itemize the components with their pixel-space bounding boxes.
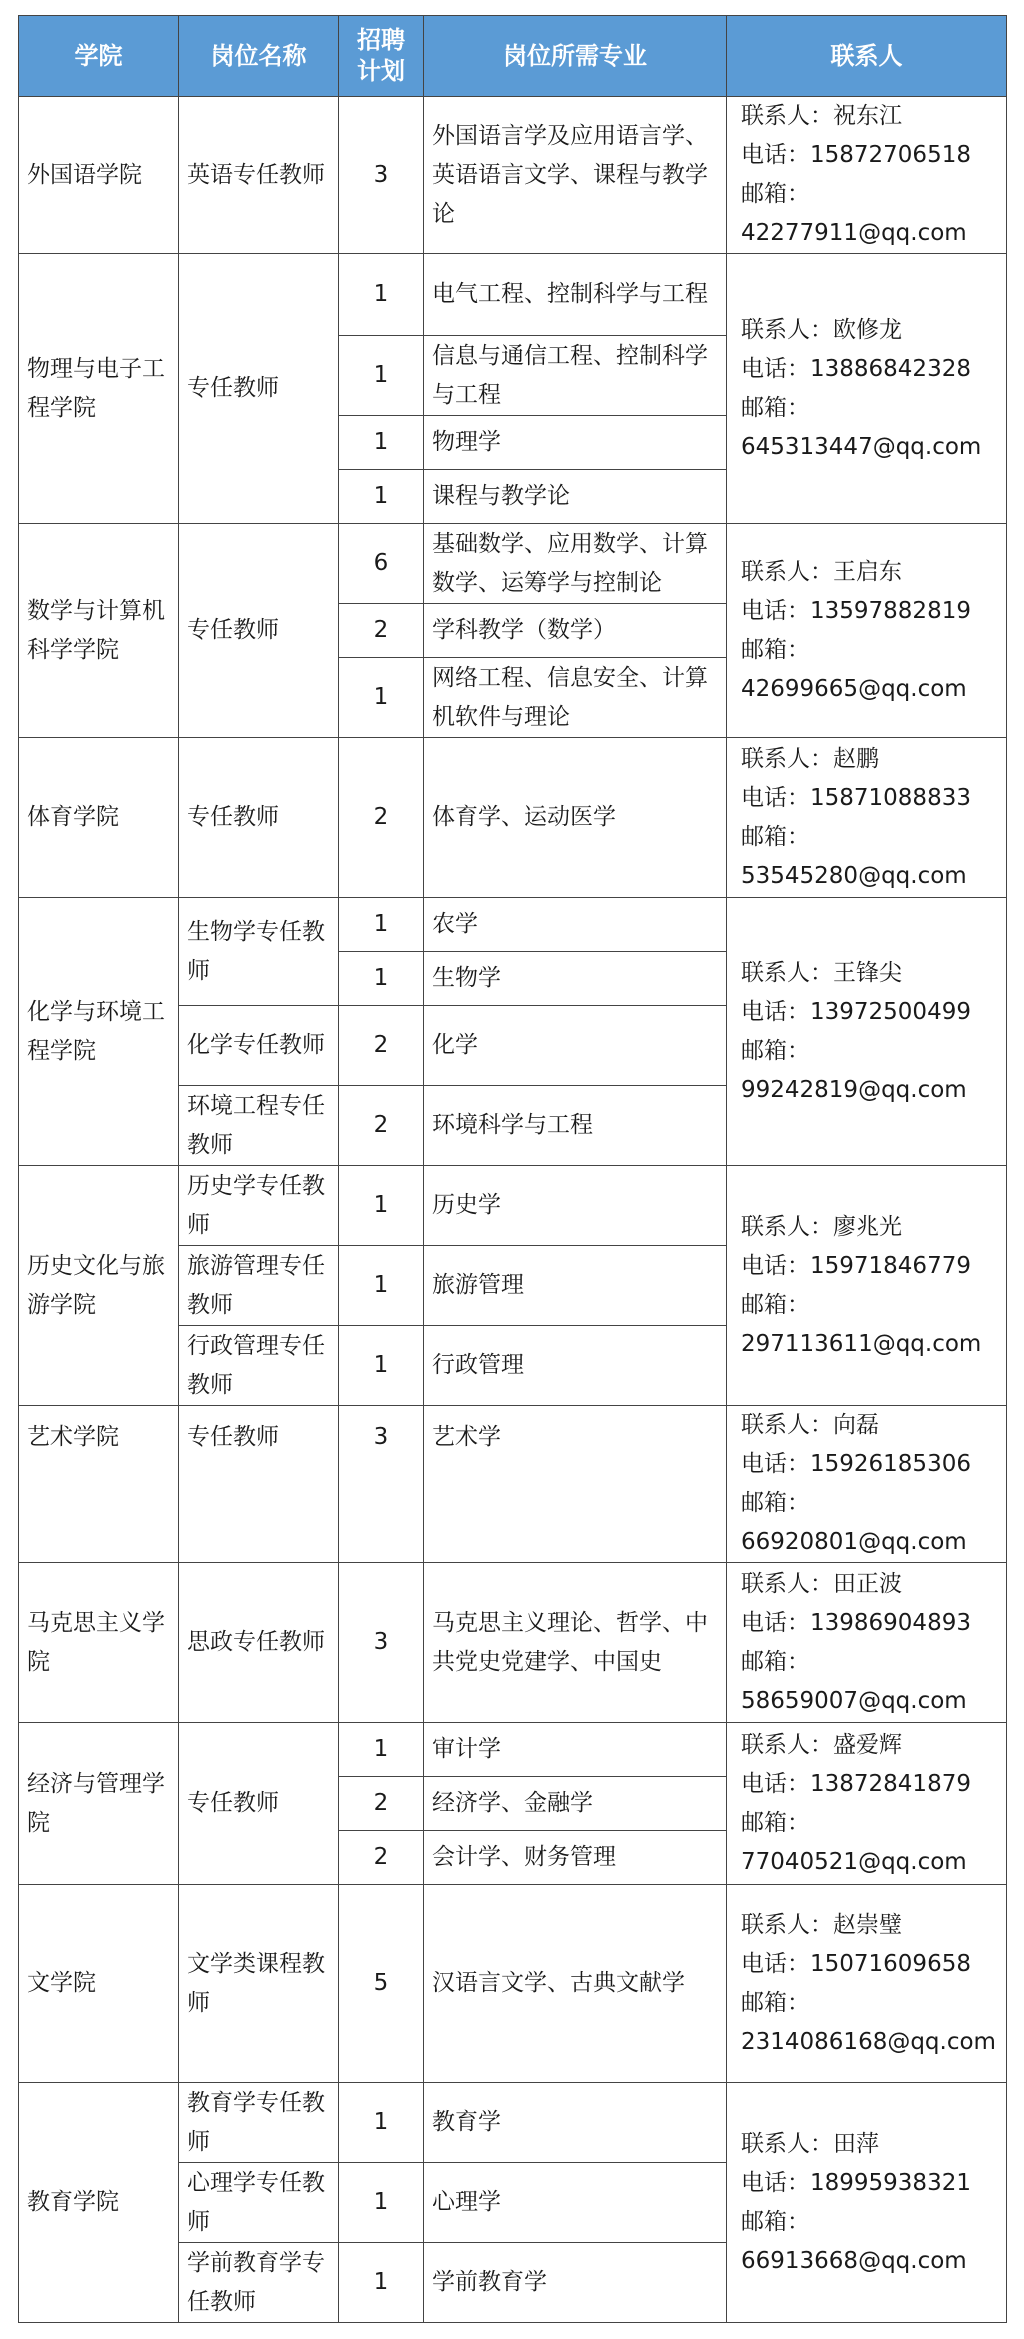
position-cell: 历史学专任教师 <box>179 1166 339 1246</box>
plan-cell: 1 <box>339 254 424 336</box>
position-cell: 生物学专任教师 <box>179 898 339 1006</box>
position-cell: 行政管理专任教师 <box>179 1326 339 1406</box>
major-cell: 审计学 <box>424 1723 727 1777</box>
table-row <box>19 97 1007 254</box>
position-cell: 专任教师 <box>179 1723 339 1885</box>
plan-cell: 2 <box>339 1777 424 1831</box>
college-cell: 化学与环境工程学院 <box>19 898 179 1166</box>
college-cell: 艺术学院 <box>19 1406 179 1563</box>
major-cell: 行政管理 <box>424 1326 727 1406</box>
major-cell: 农学 <box>424 898 727 952</box>
major-cell: 心理学 <box>424 2163 727 2243</box>
plan-cell: 3 <box>339 97 424 254</box>
plan-cell: 2 <box>339 738 424 898</box>
plan-cell: 5 <box>339 1885 424 2083</box>
contact-cell: 联系人：欧修龙 电话：13886842328 邮箱： 645313447@qq.com <box>727 254 1007 524</box>
major-cell: 网络工程、信息安全、计算机软件与理论 <box>424 658 727 738</box>
contact-cell: 联系人：盛爱辉 电话：13872841879 邮箱： 77040521@qq.com <box>727 1723 1007 1885</box>
major-cell: 学科教学（数学） <box>424 604 727 658</box>
position-cell: 心理学专任教师 <box>179 2163 339 2243</box>
major-cell: 信息与通信工程、控制科学与工程 <box>424 336 727 416</box>
plan-cell: 1 <box>339 416 424 470</box>
college-cell: 教育学院 <box>19 2083 179 2323</box>
position-cell: 文学类课程教师 <box>179 1885 339 2083</box>
major-cell: 汉语言文学、古典文献学 <box>424 1885 727 2083</box>
contact-cell: 联系人：田萍 电话：18995938321 邮箱： 66913668@qq.com <box>727 2083 1007 2323</box>
contact-cell: 联系人：廖兆光 电话：15971846779 邮箱： 297113611@qq.com <box>727 1166 1007 1406</box>
major-cell: 会计学、财务管理 <box>424 1831 727 1885</box>
position-cell: 专任教师 <box>179 524 339 738</box>
table-header-row <box>19 16 1007 97</box>
plan-cell: 1 <box>339 2163 424 2243</box>
major-cell: 体育学、运动医学 <box>424 738 727 898</box>
recruitment-table-container <box>18 15 1006 2323</box>
contact-cell: 联系人：王启东 电话：13597882819 邮箱： 42699665@qq.com <box>727 524 1007 738</box>
position-cell: 专任教师 <box>179 738 339 898</box>
table-row <box>19 898 1007 952</box>
plan-cell: 1 <box>339 1723 424 1777</box>
header-contact: 联系人 <box>727 16 1007 97</box>
position-cell: 学前教育学专任教师 <box>179 2243 339 2323</box>
major-cell: 旅游管理 <box>424 1246 727 1326</box>
major-cell: 基础数学、应用数学、计算数学、运筹学与控制论 <box>424 524 727 604</box>
header-major: 岗位所需专业 <box>424 16 727 97</box>
college-cell: 历史文化与旅游学院 <box>19 1166 179 1406</box>
table-row <box>19 1166 1007 1246</box>
plan-cell: 6 <box>339 524 424 604</box>
plan-cell: 2 <box>339 1831 424 1885</box>
position-cell: 专任教师 <box>179 254 339 524</box>
plan-cell: 3 <box>339 1406 424 1563</box>
contact-cell: 联系人：王锋尖 电话：13972500499 邮箱： 99242819@qq.com <box>727 898 1007 1166</box>
position-cell: 思政专任教师 <box>179 1563 339 1723</box>
contact-cell: 联系人：田正波 电话：13986904893 邮箱： 58659007@qq.com <box>727 1563 1007 1723</box>
table-row <box>19 1723 1007 1777</box>
college-cell: 文学院 <box>19 1885 179 2083</box>
major-cell: 经济学、金融学 <box>424 1777 727 1831</box>
major-cell: 马克思主义理论、哲学、中共党史党建学、中国史 <box>424 1563 727 1723</box>
header-college: 学院 <box>19 16 179 97</box>
major-cell: 艺术学 <box>424 1406 727 1563</box>
major-cell: 环境科学与工程 <box>424 1086 727 1166</box>
plan-cell: 1 <box>339 2243 424 2323</box>
table-row <box>19 254 1007 336</box>
plan-cell: 1 <box>339 898 424 952</box>
contact-cell: 联系人：赵鹏 电话：15871088833 邮箱： 53545280@qq.com <box>727 738 1007 898</box>
college-cell: 马克思主义学院 <box>19 1563 179 1723</box>
plan-cell: 1 <box>339 2083 424 2163</box>
table-row <box>19 1563 1007 1723</box>
table-row <box>19 1885 1007 2083</box>
position-cell: 环境工程专任教师 <box>179 1086 339 1166</box>
position-cell: 化学专任教师 <box>179 1006 339 1086</box>
header-plan: 招聘 计划 <box>339 16 424 97</box>
major-cell: 学前教育学 <box>424 2243 727 2323</box>
position-cell: 专任教师 <box>179 1406 339 1563</box>
major-cell: 教育学 <box>424 2083 727 2163</box>
plan-cell: 1 <box>339 336 424 416</box>
table-row <box>19 1406 1007 1563</box>
plan-cell: 1 <box>339 470 424 524</box>
college-cell: 物理与电子工程学院 <box>19 254 179 524</box>
table-row <box>19 524 1007 604</box>
plan-cell: 2 <box>339 1006 424 1086</box>
college-cell: 体育学院 <box>19 738 179 898</box>
major-cell: 外国语言学及应用语言学、英语语言文学、课程与教学论 <box>424 97 727 254</box>
contact-cell: 联系人：赵崇璧 电话：15071609658 邮箱： 2314086168@qq.com <box>727 1885 1007 2083</box>
position-cell: 旅游管理专任教师 <box>179 1246 339 1326</box>
position-cell: 英语专任教师 <box>179 97 339 254</box>
plan-cell: 1 <box>339 952 424 1006</box>
header-position: 岗位名称 <box>179 16 339 97</box>
college-cell: 经济与管理学院 <box>19 1723 179 1885</box>
major-cell: 物理学 <box>424 416 727 470</box>
major-cell: 课程与教学论 <box>424 470 727 524</box>
college-cell: 外国语学院 <box>19 97 179 254</box>
major-cell: 生物学 <box>424 952 727 1006</box>
plan-cell: 2 <box>339 1086 424 1166</box>
table-row <box>19 2083 1007 2163</box>
plan-cell: 3 <box>339 1563 424 1723</box>
major-cell: 化学 <box>424 1006 727 1086</box>
plan-cell: 1 <box>339 1326 424 1406</box>
contact-cell: 联系人：祝东江 电话：15872706518 邮箱： 42277911@qq.com <box>727 97 1007 254</box>
college-cell: 数学与计算机科学学院 <box>19 524 179 738</box>
position-cell: 教育学专任教师 <box>179 2083 339 2163</box>
plan-cell: 1 <box>339 1246 424 1326</box>
plan-cell: 2 <box>339 604 424 658</box>
major-cell: 电气工程、控制科学与工程 <box>424 254 727 336</box>
plan-cell: 1 <box>339 1166 424 1246</box>
table-row <box>19 738 1007 898</box>
major-cell: 历史学 <box>424 1166 727 1246</box>
recruitment-table <box>18 15 1007 2323</box>
plan-cell: 1 <box>339 658 424 738</box>
contact-cell: 联系人：向磊 电话：15926185306 邮箱： 66920801@qq.com <box>727 1406 1007 1563</box>
